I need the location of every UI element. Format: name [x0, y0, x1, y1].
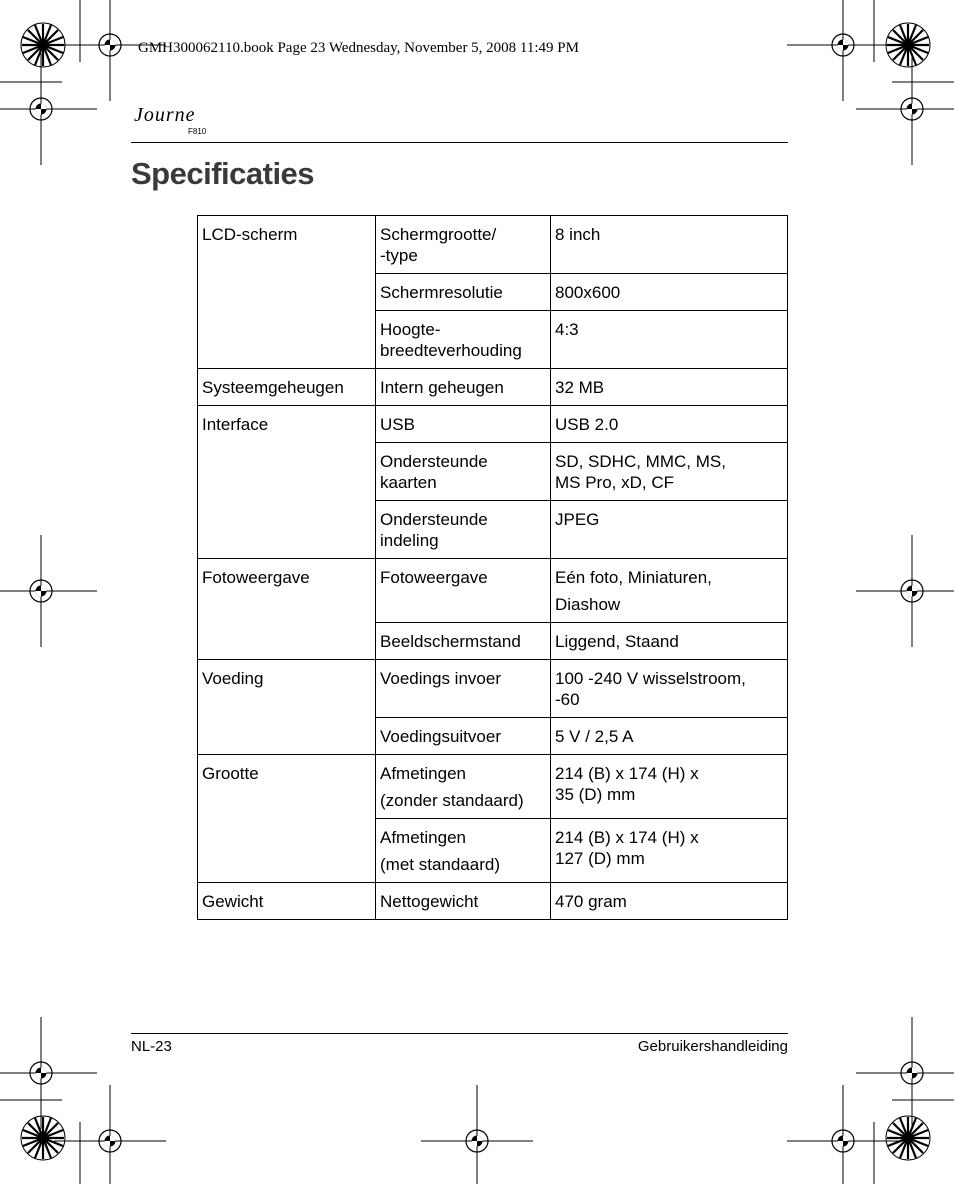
spec-label-line: (zonder standaard): [380, 791, 524, 810]
spec-label: Nettogewicht: [376, 883, 551, 920]
table-row: [198, 755, 788, 819]
spec-value: [551, 559, 788, 623]
spec-label: Intern geheugen: [376, 369, 551, 406]
spec-value: 470 gram: [551, 883, 788, 920]
spec-category: Voeding: [198, 660, 376, 755]
table-row: [198, 660, 788, 718]
spec-value: 800x600: [551, 274, 788, 311]
spec-category: Fotoweergave: [198, 559, 376, 660]
spec-label: Voedings invoer: [376, 660, 551, 718]
spec-label-line: (met standaard): [380, 855, 500, 874]
spec-label-line: Afmetingen: [380, 828, 466, 847]
book-info-header: GMH300062110.book Page 23 Wednesday, November 5, 2008 11:49 PM: [138, 40, 579, 56]
spec-value-line: Eén foto, Miniaturen,: [555, 568, 712, 587]
spec-label: [376, 819, 551, 883]
spec-category: Gewicht: [198, 883, 376, 920]
header-rule: [131, 142, 788, 143]
spec-value: 8 inch: [551, 216, 788, 274]
spec-label: Ondersteunde kaarten: [376, 443, 551, 501]
spec-category: Interface: [198, 406, 376, 559]
spec-category: Grootte: [198, 755, 376, 883]
spec-value: 214 (B) x 174 (H) x 127 (D) mm: [551, 819, 788, 883]
spec-value: USB 2.0: [551, 406, 788, 443]
spec-label: Schermresolutie: [376, 274, 551, 311]
spec-label: Voedingsuitvoer: [376, 718, 551, 755]
spec-value: 32 MB: [551, 369, 788, 406]
page-number: NL-23: [131, 1038, 172, 1055]
model-label: F810: [188, 127, 207, 136]
spec-label: Schermgrootte/ -type: [376, 216, 551, 274]
spec-label: Ondersteunde indeling: [376, 501, 551, 559]
spec-label-line: Afmetingen: [380, 764, 466, 783]
spec-category: Systeemgeheugen: [198, 369, 376, 406]
spec-value: JPEG: [551, 501, 788, 559]
specifications-table: [197, 215, 788, 920]
spec-value: 214 (B) x 174 (H) x 35 (D) mm: [551, 755, 788, 819]
spec-label: [376, 755, 551, 819]
footer-rule: [131, 1033, 788, 1034]
spec-value: 4:3: [551, 311, 788, 369]
spec-value: 5 V / 2,5 A: [551, 718, 788, 755]
spec-value: 100 -240 V wisselstroom, -60: [551, 660, 788, 718]
spec-value: SD, SDHC, MMC, MS, MS Pro, xD, CF: [551, 443, 788, 501]
spec-value-line: Diashow: [555, 595, 621, 614]
brand-logo: Journe: [134, 104, 196, 126]
manual-name: Gebruikershandleiding: [637, 1038, 788, 1055]
table-row: [198, 883, 788, 920]
spec-label: Beeldschermstand: [376, 623, 551, 660]
table-row: [198, 369, 788, 406]
spec-label: USB: [376, 406, 551, 443]
spec-label: Fotoweergave: [376, 559, 551, 623]
spec-category: LCD-scherm: [198, 216, 376, 369]
table-row: [198, 216, 788, 274]
spec-value: Liggend, Staand: [551, 623, 788, 660]
table-row: [198, 406, 788, 443]
page-title: Specificaties: [131, 156, 315, 191]
spec-label: Hoogte- breedteverhouding: [376, 311, 551, 369]
table-row: [198, 559, 788, 623]
